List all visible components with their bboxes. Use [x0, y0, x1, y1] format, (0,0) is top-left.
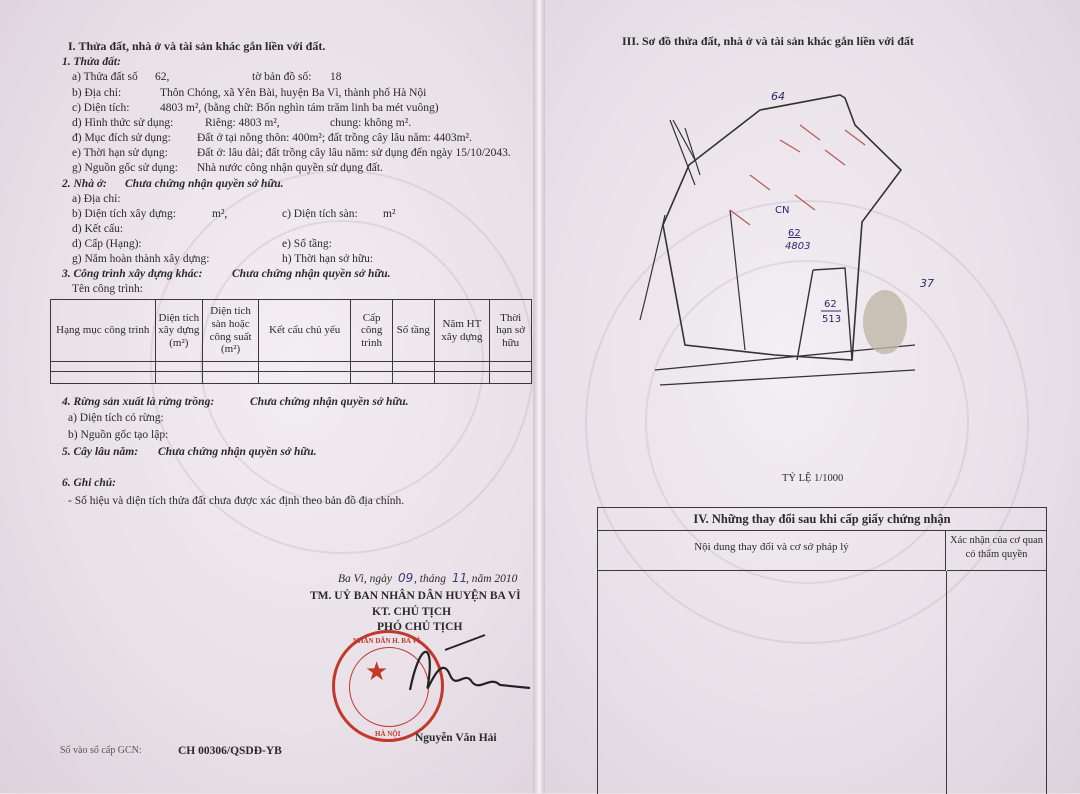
changes-table — [597, 507, 1047, 794]
perennial-status: Chưa chứng nhận quyền sở hữu. — [158, 446, 317, 458]
works-col-term: Thời hạn sở hữu — [490, 300, 532, 362]
house-heading: 2. Nhà ở: — [62, 178, 107, 190]
authority-name: TM. UỶ BAN NHÂN DÂN HUYỆN BA VÌ — [310, 590, 521, 602]
works-col-year: Năm HT xây dựng — [434, 300, 490, 362]
house-status: Chưa chứng nhận quyền sở hữu. — [125, 178, 284, 190]
vice-chair-title: PHÓ CHỦ TỊCH — [377, 621, 463, 633]
parcel-label: a) Thửa đất số — [72, 71, 138, 83]
issue-date-day: 09 — [398, 571, 414, 585]
house-year-label: g) Năm hoàn thành xây dựng: — [72, 253, 210, 265]
parcel-hatching — [730, 125, 865, 225]
parcel-no: 62, — [155, 71, 170, 83]
cert-register-label: Số vào sổ cấp GCN: — [60, 745, 142, 756]
works-col-floor-area: Diện tích sàn hoặc công suất (m²) — [203, 300, 259, 362]
works-table-row — [51, 362, 532, 372]
map-scale: TỶ LỆ 1/1000 — [782, 473, 844, 484]
forest-area-label: a) Diện tích có rừng: — [68, 412, 164, 424]
parcel-sketch-map — [545, 0, 1080, 420]
house-build-area-unit: m², — [212, 208, 228, 220]
issue-date-month-label: , tháng — [414, 573, 446, 585]
address-value: Thôn Chóng, xã Yên Bài, huyện Ba Vì, thành phố Hà Nội — [160, 87, 427, 99]
map-label-4803: 4803 — [785, 241, 811, 252]
map-label-62b: 62 — [824, 299, 837, 310]
map-label-62a: 62 — [788, 228, 801, 239]
house-floor-area-label: c) Diện tích sàn: — [282, 208, 358, 220]
works-col-floors: Số tầng — [392, 300, 434, 362]
works-col-structure: Kết cấu chủ yếu — [259, 300, 351, 362]
stamp-text-top: NHÂN DÂN H. BA VÌ — [353, 637, 420, 645]
works-name-label: Tên công trình: — [72, 283, 143, 295]
usage-common-value: chung: không m². — [330, 117, 412, 129]
changes-col-confirmation: Xác nhận của cơ quan có thẩm quyền — [947, 531, 1046, 571]
notes-heading: 6. Ghi chú: — [62, 477, 116, 489]
notes-text: - Số hiệu và diện tích thửa đất chưa được xác định theo bản đồ địa chính. — [68, 495, 405, 507]
term-value: Đất ở: lâu dài; đất trồng cây lâu năm: sử dụng đến ngày 15/10/2043. — [197, 147, 511, 159]
works-col-grade: Cấp công trình — [351, 300, 393, 362]
issue-date-prefix: Ba Vì, ngày — [338, 573, 392, 585]
changes-col-content: Nội dung thay đổi và cơ sở pháp lý — [598, 531, 946, 571]
certificate-left-page — [0, 0, 540, 793]
origin-label: g) Nguồn gốc sử dụng: — [72, 162, 178, 174]
house-build-area-label: b) Diện tích xây dựng: — [72, 208, 176, 220]
map-label-cn: CN — [775, 205, 790, 216]
star-icon: ★ — [365, 657, 389, 686]
address-label: b) Địa chỉ: — [72, 87, 122, 99]
area-value: 4803 m², (bằng chữ: Bốn nghìn tám trăm linh ba mét vuông) — [160, 102, 439, 114]
changes-heading: IV. Những thay đổi sau khi cấp giấy chứng nhận — [598, 508, 1046, 531]
house-structure-label: d) Kết cấu: — [72, 223, 124, 235]
house-term-label: h) Thời hạn sở hữu: — [282, 253, 374, 265]
issue-date-month: 11 — [452, 571, 468, 585]
house-floors-label: e) Số tầng: — [282, 238, 332, 250]
forest-heading: 4. Rừng sản xuất là rừng trồng: — [62, 396, 215, 408]
forest-status: Chưa chứng nhận quyền sở hữu. — [250, 396, 409, 408]
usage-form-value: Riêng: 4803 m², — [205, 117, 280, 129]
section1-heading: I. Thửa đất, nhà ở và tài sản khác gắn liền với đất. — [68, 39, 326, 53]
stamp-text-bottom: HÀ NỘI — [375, 730, 401, 738]
cert-register-no: CH 00306/QSDĐ-YB — [178, 745, 282, 757]
signer-name: Nguyễn Văn Hải — [415, 732, 497, 744]
map-label-37: 37 — [920, 277, 934, 290]
map-label-513: 513 — [822, 314, 842, 325]
land-heading: 1. Thửa đất: — [62, 56, 121, 68]
purpose-label: đ) Mục đích sử dụng: — [72, 132, 171, 144]
map-label-64: 64 — [771, 90, 785, 103]
perennial-heading: 5. Cây lâu năm: — [62, 446, 139, 458]
stain-mark — [863, 290, 907, 354]
purpose-value: Đất ở tại nông thôn: 400m²; đất trồng cây lâu năm: 4403m². — [197, 132, 472, 144]
works-col-item: Hạng mục công trình — [51, 300, 156, 362]
works-heading: 3. Công trình xây dựng khác: — [62, 268, 203, 280]
section3-heading: III. Sơ đồ thửa đất, nhà ở và tài sản khác gắn liền với đất — [622, 34, 914, 48]
works-col-build-area: Diện tích xây dựng (m²) — [155, 300, 203, 362]
issue-date-year: , năm 2010 — [466, 573, 518, 585]
area-label: c) Diện tích: — [72, 102, 130, 114]
signature-mark — [390, 630, 540, 710]
kt-title: KT. CHỦ TỊCH — [372, 606, 452, 618]
works-status: Chưa chứng nhận quyền sở hữu. — [232, 268, 391, 280]
works-table — [50, 299, 532, 384]
map-sheet-no: 18 — [330, 71, 342, 83]
works-table-row — [51, 372, 532, 384]
house-grade-label: d) Cấp (Hạng): — [72, 238, 142, 250]
house-floor-area-unit: m² — [383, 208, 396, 220]
usage-form-label: d) Hình thức sử dụng: — [72, 117, 174, 129]
map-sheet-label: tờ bản đồ số: — [252, 71, 312, 83]
term-label: e) Thời hạn sử dụng: — [72, 147, 168, 159]
house-address-label: a) Địa chỉ: — [72, 193, 121, 205]
origin-value: Nhà nước công nhận quyền sử dụng đất. — [197, 162, 383, 174]
forest-origin-label: b) Nguồn gốc tạo lập: — [68, 429, 169, 441]
